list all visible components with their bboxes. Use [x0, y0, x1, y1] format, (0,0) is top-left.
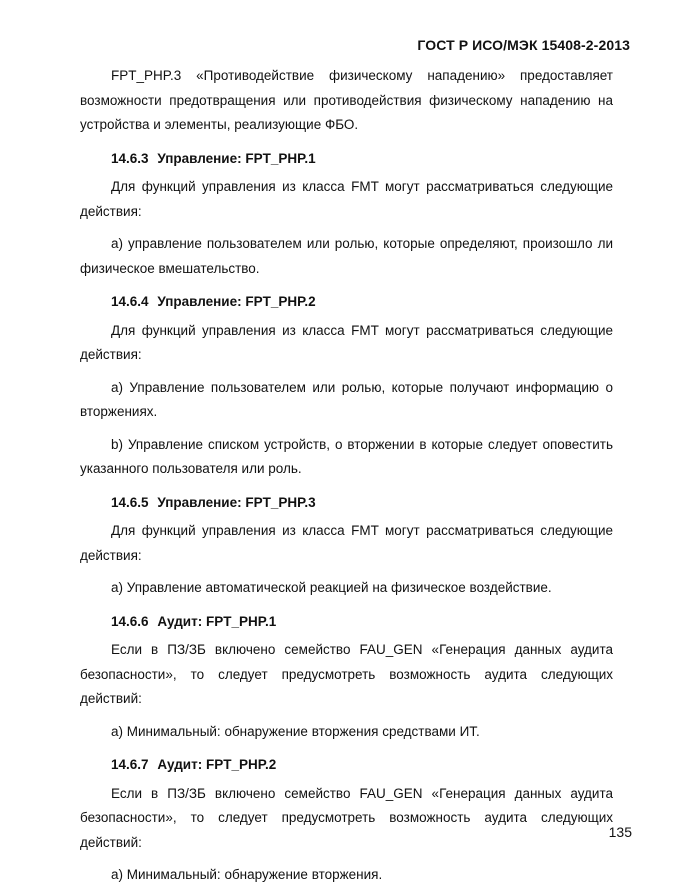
- section-intro: Для функций управления из класса FMT могут рассматриваться следующие действия:: [80, 523, 613, 563]
- document-body: [80, 64, 613, 896]
- list-item: b) Управление списком устройств, о вторжении в которые следует оповестить указанного пользователя или роль.: [80, 436, 613, 476]
- section-heading: [80, 491, 613, 516]
- section-14-6-5: [80, 491, 613, 601]
- section-number: 14.6.3: [111, 150, 149, 166]
- list-item: a) Управление пользователем или ролью, которые получают информацию о вторжениях.: [80, 379, 613, 419]
- section-intro: Если в ПЗ/ЗБ включено семейство FAU_GEN «Генерация данных аудита безопасности», то следует предусмотреть возможность аудита следующих действий:: [80, 642, 613, 706]
- section-title: Управление: FPT_PHP.3: [157, 494, 316, 510]
- section-14-6-4: [80, 290, 613, 482]
- document-header: ГОСТ Р ИСО/МЭК 15408-2-2013: [417, 37, 630, 53]
- section-intro: Для функций управления из класса FMT могут рассматриваться следующие действия:: [80, 179, 613, 219]
- section-intro: Если в ПЗ/ЗБ включено семейство FAU_GEN «Генерация данных аудита безопасности», то следует предусмотреть возможность аудита следующих действий:: [80, 785, 613, 850]
- section-number: 14.6.6: [111, 613, 149, 629]
- section-intro: Для функций управления из класса FMT могут рассматриваться следующие действия:: [80, 322, 613, 362]
- section-title: Аудит: FPT_PHP.2: [157, 757, 277, 772]
- page-number: 135: [608, 824, 632, 840]
- section-title: Аудит: FPT_PHP.1: [157, 613, 277, 629]
- list-item: a) Управление автоматической реакцией на физическое воздействие.: [111, 580, 552, 595]
- section-number: 14.6.4: [111, 294, 149, 309]
- intro-paragraph: FPT_PHP.3 «Противодействие физическому нападению» предоставляет возможности предотвращения или противодействия физическому нападению на устройства и элементы, реализующие ФБО.: [80, 68, 613, 132]
- section-14-6-3: [80, 147, 613, 282]
- section-14-6-7: [80, 753, 613, 888]
- list-item: a) управление пользователем или ролью, которые определяют, произошло ли физическое вмешательство.: [80, 236, 613, 276]
- section-heading: [80, 147, 613, 172]
- section-heading: [80, 753, 613, 778]
- section-number: 14.6.7: [111, 757, 149, 772]
- list-item: a) Минимальный: обнаружение вторжения.: [111, 867, 383, 882]
- section-number: 14.6.5: [111, 494, 149, 510]
- list-item: a) Минимальный: обнаружение вторжения средствами ИТ.: [111, 723, 480, 739]
- section-title: Управление: FPT_PHP.1: [157, 150, 316, 166]
- section-14-6-6: [80, 610, 613, 745]
- section-heading: [80, 610, 613, 635]
- section-title: Управление: FPT_PHP.2: [157, 294, 316, 309]
- section-heading: [80, 290, 613, 315]
